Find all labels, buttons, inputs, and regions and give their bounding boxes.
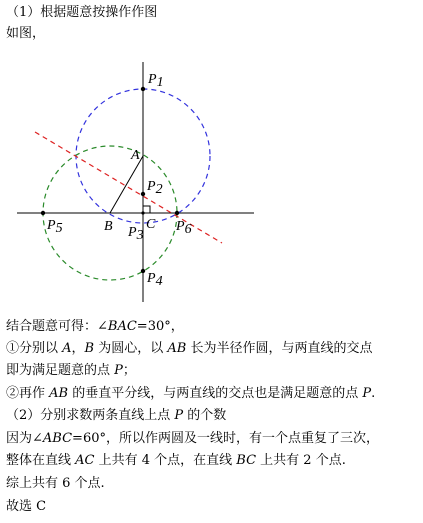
point-p6 [175,211,179,215]
point-c [141,211,144,214]
solution-line-6: ②再作 AB 的垂直平分线，与两直线的交点也是满足题意的点 P. [6,386,376,401]
solution-line-7: （2）分别求数两条直线上点 P 的个数 [6,408,227,423]
segment-ab [110,156,143,213]
label-p4: P4 [147,271,163,289]
label-p6: P6 [176,219,192,237]
point-p4 [141,269,145,273]
solution-line-9: 整体在直线 AC 上共有 4 个点，在直线 BC 上共有 2 个点. [6,453,346,468]
solution-line-10: 综上共有 6 个点. [6,476,105,491]
solution-line-4: ①分别以 A，B 为圆心，以 AB 长为半径作圆，与两直线的交点 [6,341,373,356]
solution-line-1: （1）根据题意按操作作图 [6,5,158,20]
solution-line-11: 故选 C [6,499,47,514]
label-a: A [131,148,140,163]
label-c: C [146,217,156,232]
point-p5 [41,211,45,215]
label-p5: P5 [47,218,63,236]
solution-line-8: 因为∠ABC=60°，所以作两圆及一线时，有一个点重复了三次， [6,431,379,446]
solution-line-5: 即为满足题意的点 P； [6,363,136,378]
label-b: B [104,219,113,234]
label-p2: P2 [147,179,163,197]
label-p1: P1 [148,72,164,90]
point-p1 [141,87,145,91]
label-p3: P3 [128,225,144,243]
point-p2 [141,192,145,196]
solution-line-3: 结合题意可得：∠BAC=30°， [6,319,184,334]
solution-line-2: 如图， [6,26,46,41]
